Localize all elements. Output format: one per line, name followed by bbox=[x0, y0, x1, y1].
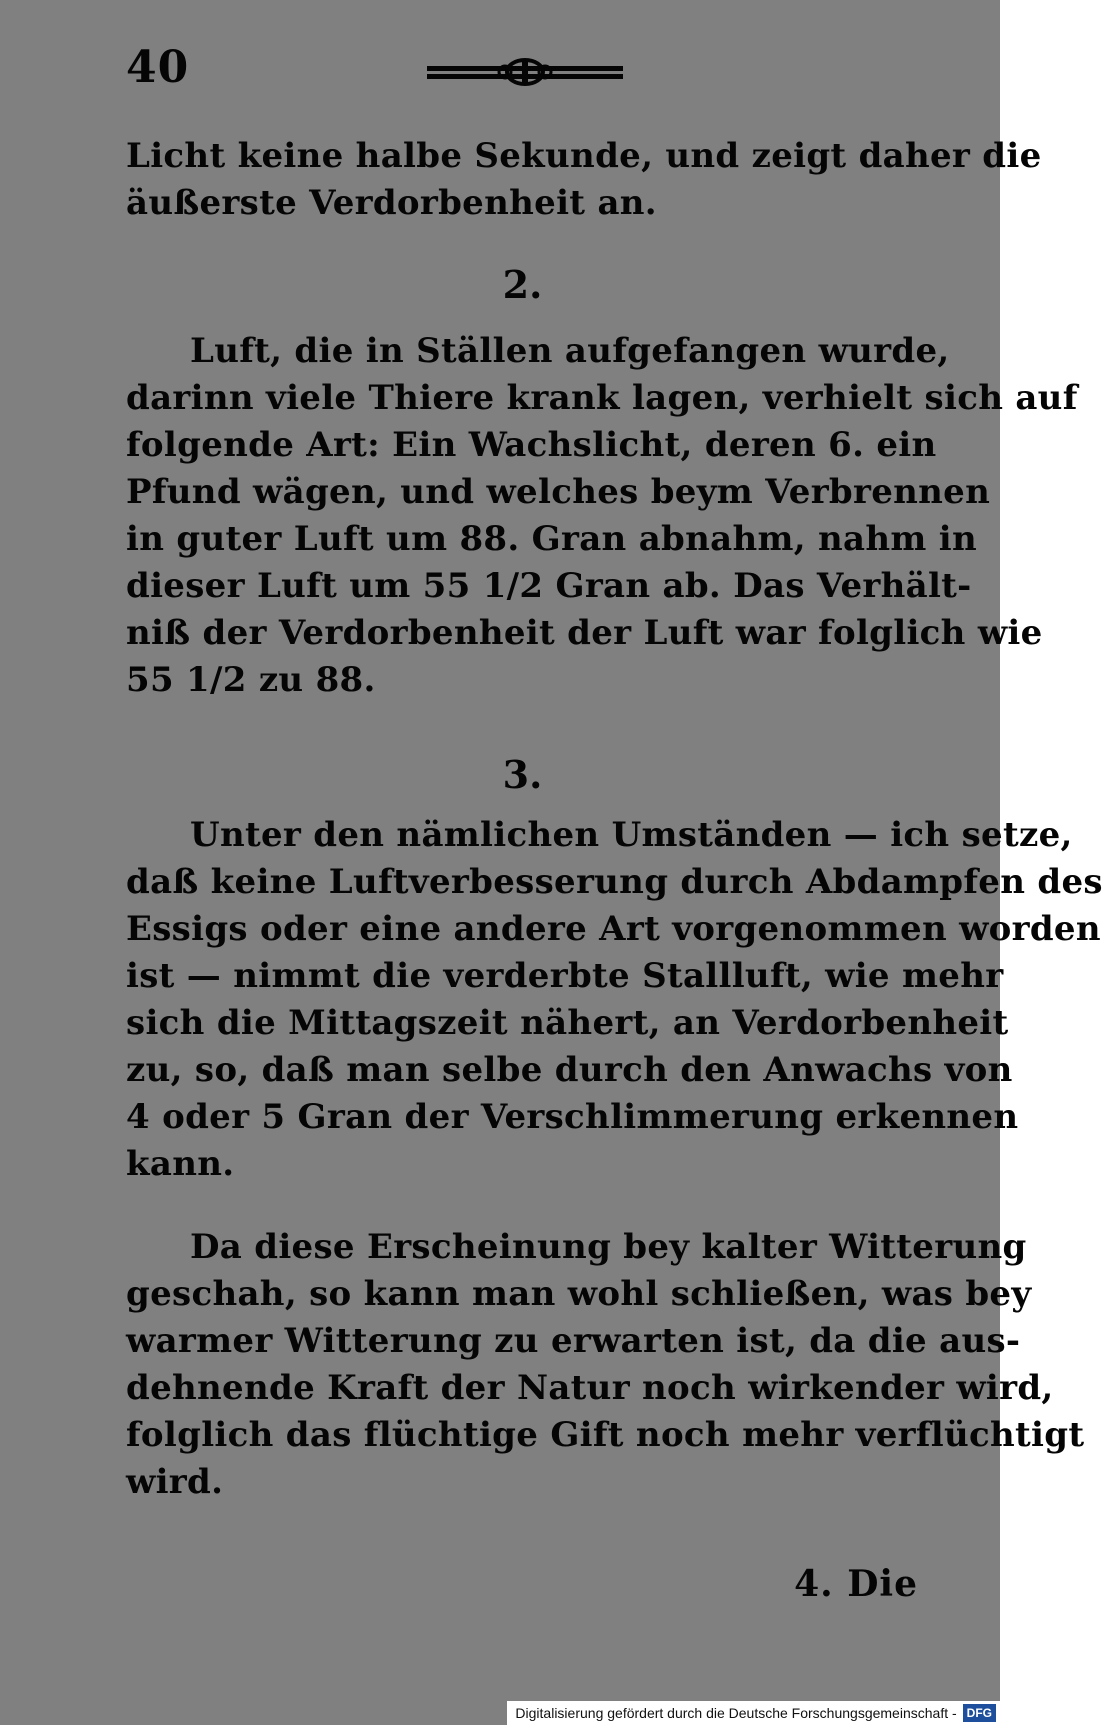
text-line: ist — nimmt die verderbte Stallluft, wie mehr bbox=[126, 956, 1004, 996]
text-line: kann. bbox=[126, 1144, 235, 1184]
text-line: Essigs oder eine andere Art vorgenommen worden bbox=[126, 909, 1101, 949]
section-number-3: 3. bbox=[502, 752, 543, 797]
paragraph-4 bbox=[126, 1224, 1085, 1506]
text-line: Licht keine halbe Sekunde, und zeigt daher die bbox=[126, 136, 1042, 176]
paragraph-2 bbox=[126, 328, 1078, 704]
paragraph-3 bbox=[126, 812, 1103, 1188]
text-line: Luft, die in Ställen aufgefangen wurde, bbox=[190, 331, 950, 371]
footer-credit: Digitalisierung gefördert durch die Deutsche Forschungsgemeinschaft - bbox=[515, 1705, 957, 1721]
text-line: daß keine Luftverbesserung durch Abdampfen des bbox=[126, 862, 1103, 902]
text-line: Unter den nämlichen Umständen — ich setze, bbox=[190, 815, 1073, 855]
text-line: folgende Art: Ein Wachslicht, deren 6. ein bbox=[126, 425, 937, 465]
text-line: sich die Mittagszeit nähert, an Verdorbenheit bbox=[126, 1003, 1009, 1043]
text-line: wird. bbox=[126, 1462, 224, 1502]
paragraph-1 bbox=[126, 133, 1042, 227]
text-line: äußerste Verdorbenheit an. bbox=[126, 183, 657, 223]
digitization-footer bbox=[507, 1701, 1000, 1725]
dfg-logo: DFG bbox=[963, 1704, 996, 1722]
text-line: Pfund wägen, und welches beym Verbrennen bbox=[126, 472, 991, 512]
text-line: darinn viele Thiere krank lagen, verhielt sich auf bbox=[126, 378, 1078, 418]
text-line: niß der Verdorbenheit der Luft war folglich wie bbox=[126, 613, 1043, 653]
text-line: geschah, so kann man wohl schließen, was bey bbox=[126, 1274, 1032, 1314]
text-line: zu, so, daß man selbe durch den Anwachs von bbox=[126, 1050, 1013, 1090]
catchword: 4. Die bbox=[794, 1563, 918, 1605]
text-line: in guter Luft um 88. Gran abnahm, nahm in bbox=[126, 519, 978, 559]
text-line: dehnende Kraft der Natur noch wirkender wird, bbox=[126, 1368, 1054, 1408]
text-line: 4 oder 5 Gran der Verschlimmerung erkennen bbox=[126, 1097, 1019, 1137]
text-line: dieser Luft um 55 1/2 Gran ab. Das Verhält- bbox=[126, 566, 972, 606]
page-number: 40 bbox=[126, 42, 190, 93]
text-line: folglich das flüchtige Gift noch mehr verflüchtigt bbox=[126, 1415, 1085, 1455]
header-ornament-icon bbox=[425, 52, 625, 92]
section-number-2: 2. bbox=[502, 262, 543, 307]
text-line: Da diese Erscheinung bey kalter Witterung bbox=[190, 1227, 1027, 1267]
text-line: warmer Witterung zu erwarten ist, da die aus- bbox=[126, 1321, 1021, 1361]
text-line: 55 1/2 zu 88. bbox=[126, 660, 376, 700]
